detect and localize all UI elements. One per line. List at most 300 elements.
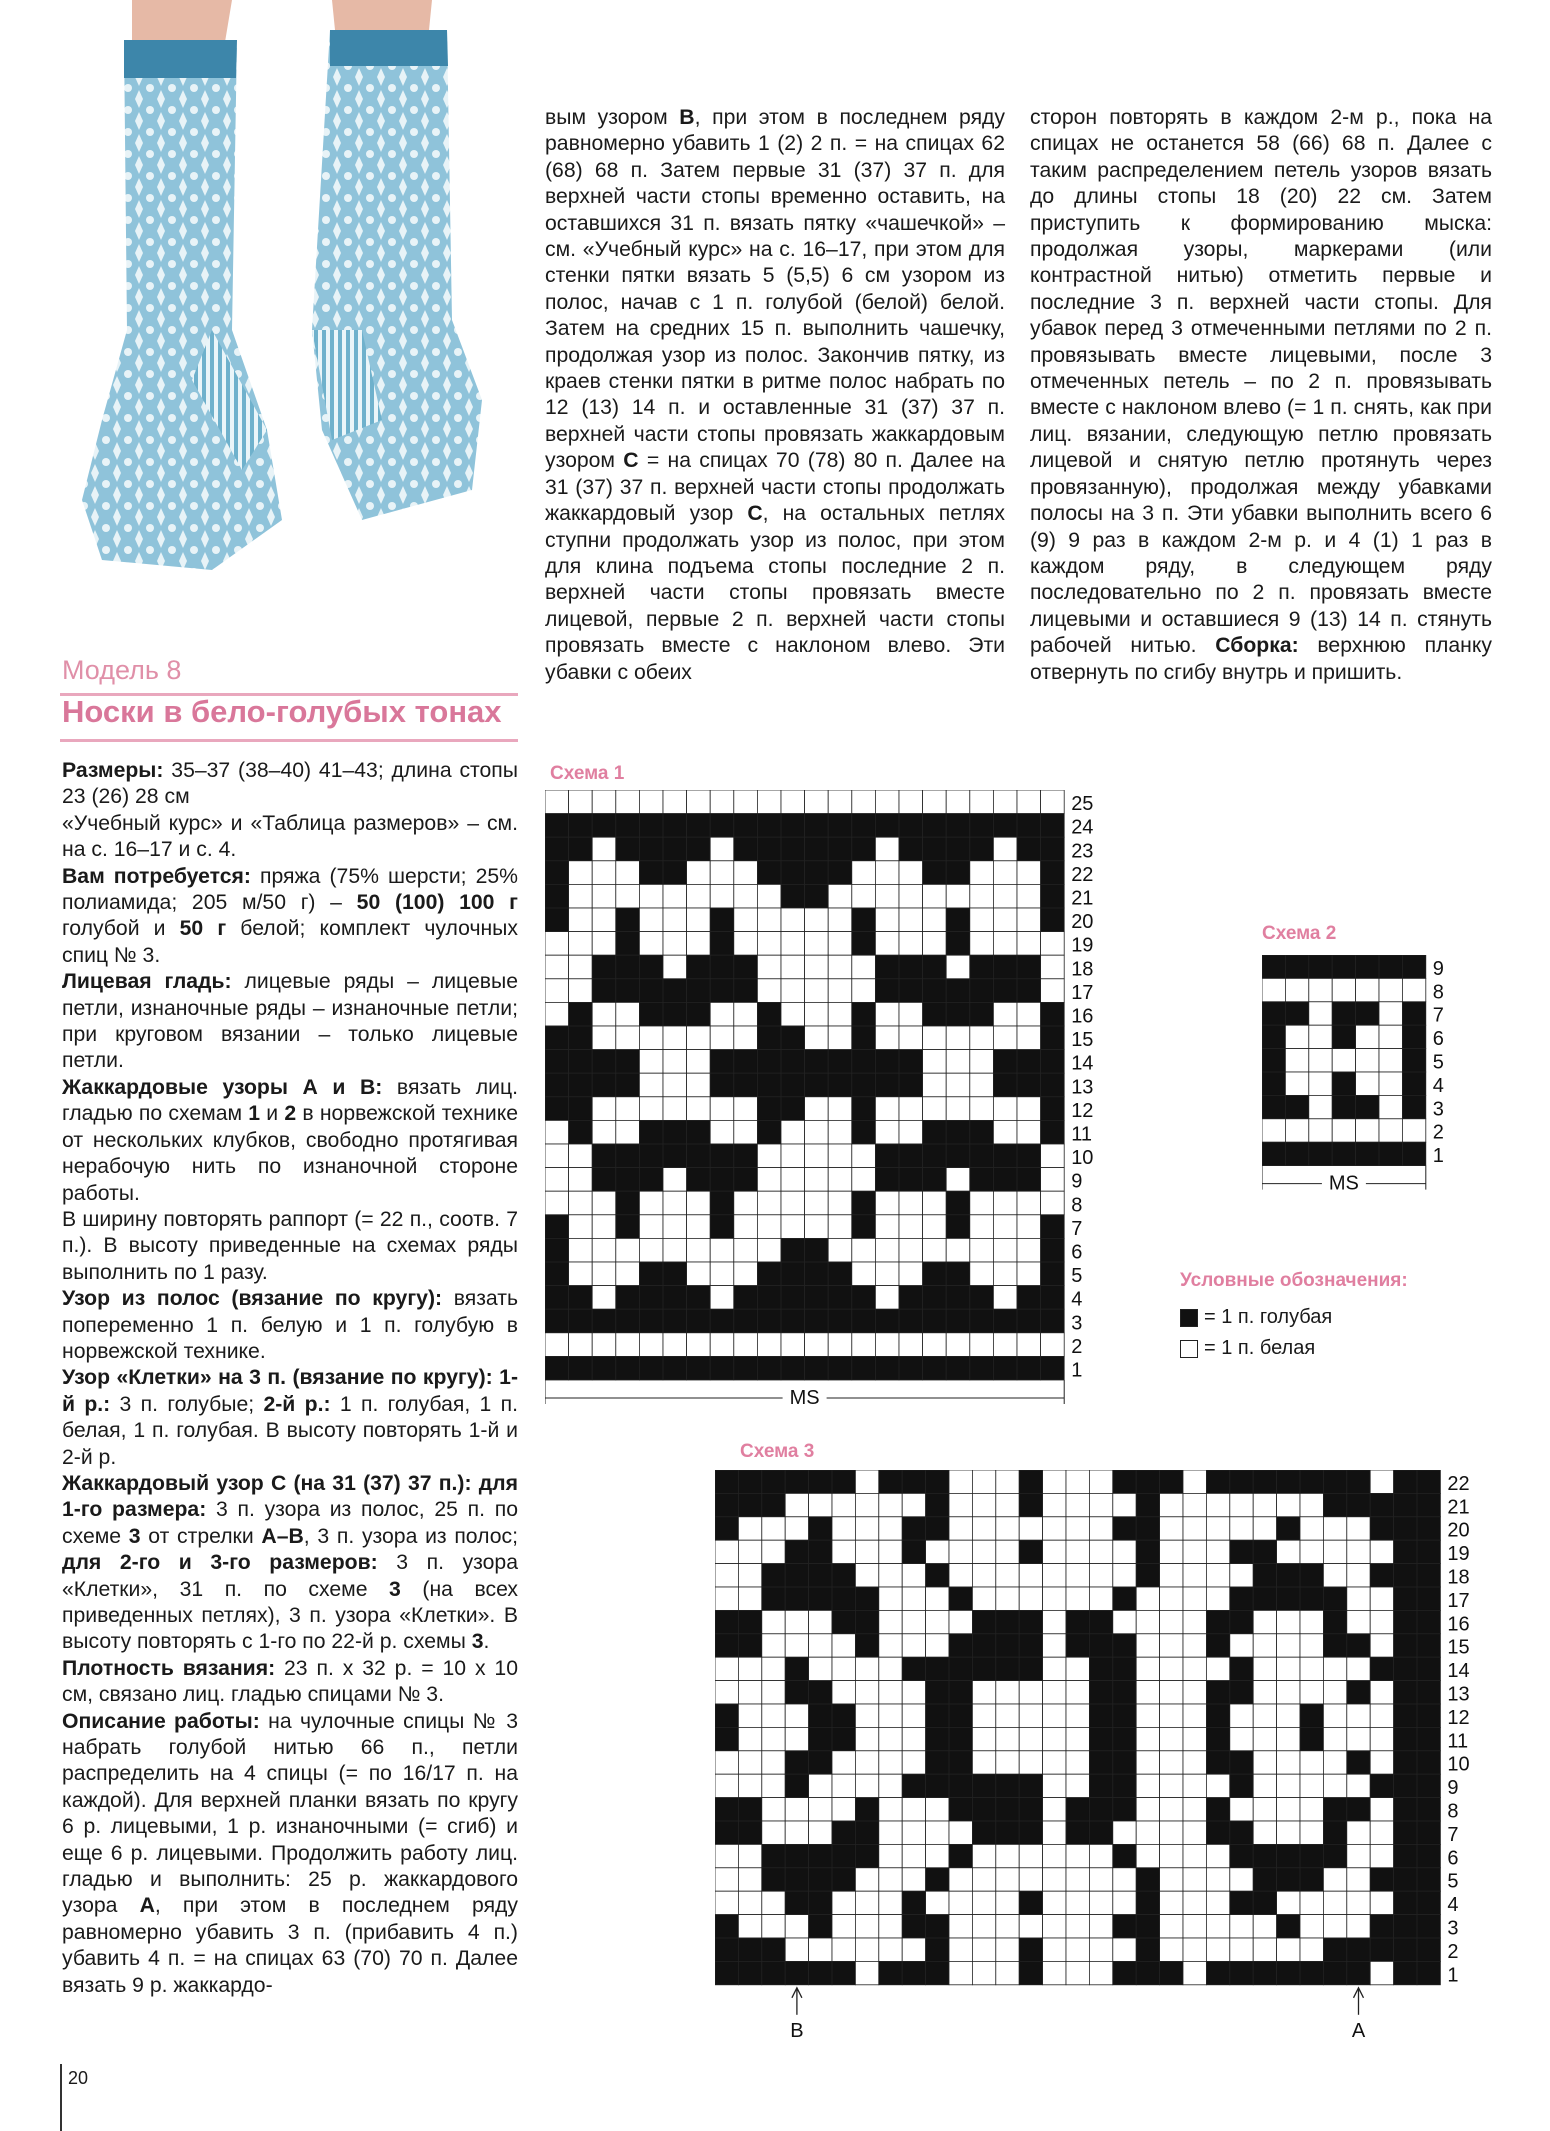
chart-cell [1017,884,1041,908]
chart-cell [972,1470,995,1493]
chart-cell [996,1540,1019,1563]
chart-cell [1041,1002,1065,1026]
chart-cell [762,1704,785,1727]
chart-cell [899,884,923,908]
chart-cell [639,861,663,885]
chart-cell [1309,955,1332,978]
chart-cell [1300,1634,1323,1657]
chart-cell [757,1002,781,1026]
chart-cell [687,814,711,838]
chart-cell [592,837,616,861]
chart-cell [762,1681,785,1704]
chart-cell [1113,1657,1136,1680]
chart-cell [972,1891,995,1914]
row-number: 22 [1071,863,1094,886]
chart-cell [809,1751,832,1774]
chart-cell [1300,1681,1323,1704]
chart-cell [687,1262,711,1286]
chart-cell [1017,1097,1041,1121]
chart-cell [805,884,829,908]
chart-cell [1136,1774,1159,1797]
text-run: голубой и [62,917,180,941]
chart-cell [1230,1774,1253,1797]
chart-cell [879,1493,902,1516]
row-number: 8 [1432,981,1444,1004]
chart-cell [1323,1798,1346,1821]
chart-cell [715,1704,738,1727]
chart-cell [1136,1517,1159,1540]
chart-cell [639,814,663,838]
chart-cell [616,979,640,1003]
chart-cell [855,1774,878,1797]
paragraph [62,811,518,864]
chart-cell [687,979,711,1003]
chart-cell [993,908,1017,932]
chart-cell [926,1587,949,1610]
chart-cell [1041,1286,1065,1310]
chart-cell [1230,1564,1253,1587]
chart-cell [663,1144,687,1168]
chart-cell [781,861,805,885]
chart-cell [738,1470,761,1493]
chart-cell [569,955,593,979]
chart-cell [616,1286,640,1310]
chart-cell [1160,1751,1183,1774]
chart-cell [1183,1634,1206,1657]
chart-cell [1113,1891,1136,1914]
chart-cell [993,979,1017,1003]
chart-cell [828,837,852,861]
chart-cell [1113,1821,1136,1844]
chart-cell [1300,1891,1323,1914]
chart-cell [996,1657,1019,1680]
chart-cell [1394,1681,1417,1704]
chart-cell [1017,932,1041,956]
page-number: 20 [68,2068,89,2088]
chart-cell [970,1215,994,1239]
chart-cell [1113,1493,1136,1516]
chart-cell [972,1634,995,1657]
chart-cell [1017,1309,1041,1333]
chart-cell [781,884,805,908]
chart-cell [738,1891,761,1914]
chart-cell [993,1097,1017,1121]
chart-cell [1347,1517,1370,1540]
chart-cell [710,1050,734,1074]
chart-cell [785,1961,808,1984]
chart-cell [738,1681,761,1704]
bold-run: 3 [471,1630,484,1654]
chart-cell [828,1073,852,1097]
chart-cell [1017,1168,1041,1192]
row-number: 12 [1071,1099,1094,1122]
chart-cell [715,1961,738,1984]
chart-cell [855,1727,878,1750]
chart-cell [1183,1844,1206,1867]
chart-cell [592,1026,616,1050]
chart-cell [781,1097,805,1121]
chart-cell [1019,1493,1042,1516]
chart-cell [1230,1844,1253,1867]
bold-run: 2 [284,1102,297,1126]
chart-cell [805,1215,829,1239]
row-number: 3 [1071,1312,1083,1335]
chart-cell [1253,1681,1276,1704]
scheme3-chart [715,1470,1495,2060]
chart-cell [875,1262,899,1286]
page-number-rule [60,2064,62,2131]
chart-cell [1347,1915,1370,1938]
paragraph [62,864,518,970]
chart-cell [545,1144,569,1168]
chart-cell [1066,1774,1089,1797]
row-number: 17 [1447,1589,1470,1612]
chart-cell [545,884,569,908]
chart-cell [1019,1540,1042,1563]
chart-cell [545,932,569,956]
chart-cell [738,1564,761,1587]
chart-cell [1309,1119,1332,1142]
chart-cell [970,1026,994,1050]
chart-cell [1347,1704,1370,1727]
chart-cell [663,1120,687,1144]
chart-cell [734,932,758,956]
chart-cell [1394,1704,1417,1727]
chart-cell [1041,1026,1065,1050]
chart-cell [1160,1915,1183,1938]
chart-cell [1253,1610,1276,1633]
chart-cell [899,1238,923,1262]
chart-cell [1160,1470,1183,1493]
chart-cell [1347,1798,1370,1821]
chart-cell [1136,1704,1159,1727]
chart-cell [687,1050,711,1074]
chart-cell [710,1286,734,1310]
chart-cell [996,1564,1019,1587]
paragraph [62,1656,518,1709]
chart-cell [832,1610,855,1633]
chart-cell [715,1798,738,1821]
chart-cell [899,1073,923,1097]
chart-cell [1332,1119,1355,1142]
chart-cell [993,1120,1017,1144]
chart-cell [1041,1050,1065,1074]
chart-cell [710,884,734,908]
chart-cell [993,1073,1017,1097]
chart-cell [1019,1938,1042,1961]
chart-cell [923,1286,947,1310]
chart-cell [1417,1798,1440,1821]
chart-cell [592,1191,616,1215]
row-number: 4 [1071,1288,1083,1311]
chart-cell [1417,1470,1440,1493]
chart-cell [1019,1704,1042,1727]
row-number: 13 [1447,1683,1470,1706]
chart-cell [1394,1938,1417,1961]
chart-cell [1089,1681,1112,1704]
chart-cell [902,1704,925,1727]
chart-cell [1356,955,1379,978]
chart-cell [1230,1681,1253,1704]
chart-cell [949,1774,972,1797]
chart-cell [1066,1493,1089,1516]
row-number: 9 [1432,957,1444,980]
chart-cell [1183,1821,1206,1844]
chart-cell [809,1798,832,1821]
row-number: 14 [1071,1052,1094,1075]
chart-cell [1017,814,1041,838]
chart-cell [1160,1774,1183,1797]
chart-cell [1066,1844,1089,1867]
chart-cell [757,1144,781,1168]
chart-cell [996,1774,1019,1797]
chart-cell [1089,1634,1112,1657]
chart-cell [1417,1727,1440,1750]
chart-cell [1183,1798,1206,1821]
chart-cell [1262,1095,1285,1118]
chart-cell [1417,1493,1440,1516]
chart-cell [1136,1681,1159,1704]
chart-cell [1113,1540,1136,1563]
chart-cell [734,1002,758,1026]
chart-cell [879,1915,902,1938]
text-run: 23 п. х 32 р. = 10 х 10 см, связано лиц. гладью спицами № 3. [62,1656,518,1707]
chart-cell [785,1681,808,1704]
row-number: 5 [1432,1051,1444,1074]
chart-cell [1019,1868,1042,1891]
chart-cell [616,837,640,861]
chart-cell [1379,978,1402,1001]
chart-cell [738,1540,761,1563]
chart-cell [715,1540,738,1563]
chart-cell [738,1868,761,1891]
chart-cell [592,1215,616,1239]
chart-cell [1253,1798,1276,1821]
chart-cell [762,1798,785,1821]
chart-cell [970,1333,994,1357]
chart-cell [805,1120,829,1144]
chart-cell [832,1704,855,1727]
chart-cell [738,1657,761,1680]
chart-cell [663,908,687,932]
chart-cell [616,1309,640,1333]
chart-cell [1041,1238,1065,1262]
chart-cell [734,1168,758,1192]
chart-cell [569,1356,593,1380]
chart-cell [855,1915,878,1938]
chart-cell [762,1634,785,1657]
chart-cell [1332,1072,1355,1095]
chart-cell [1043,1915,1066,1938]
chart-cell [1043,1657,1066,1680]
chart-cell [899,1097,923,1121]
chart-cell [1402,1142,1425,1165]
chart-cell [949,1868,972,1891]
chart-cell [687,1356,711,1380]
chart-cell [1300,1564,1323,1587]
paragraph [62,758,518,811]
chart-cell [993,1002,1017,1026]
paragraph [62,1286,518,1365]
chart-cell [715,1821,738,1844]
chart-cell [663,979,687,1003]
chart-cell [996,1821,1019,1844]
chart-cell [902,1634,925,1657]
chart-cell [1066,1727,1089,1750]
text-run: белой; комплект чулочных спиц № 3. [62,917,518,967]
text-run: на чулочные спицы № 3 набрать голубой нитью 66 п., петли распределить на 4 спицы (= по 16/17 п. на каждой). Для верхней планки вязать по кругу 6 р. лицевыми, 1 р. изнаночными (= сгиб) и еще 6 р. лицевыми. Продолжить работу лиц. гладью и выполнить: 25 р. жаккардового узора [62,1709,518,1918]
chart-cell [1417,1891,1440,1914]
chart-cell [592,1356,616,1380]
chart-cell [1136,1470,1159,1493]
chart-cell [832,1657,855,1680]
chart-cell [569,790,593,814]
chart-cell [785,1657,808,1680]
chart-cell [715,1844,738,1867]
chart-cell [805,1144,829,1168]
chart-cell [663,955,687,979]
row-number: 3 [1447,1917,1459,1940]
chart-cell [781,1356,805,1380]
chart-cell [1136,1915,1159,1938]
chart-cell [663,1215,687,1239]
chart-cell [715,1891,738,1914]
chart-cell [899,1215,923,1239]
chart-cell [1370,1587,1393,1610]
chart-cell [663,1333,687,1357]
chart-cell [715,1493,738,1516]
chart-cell [663,814,687,838]
chart-cell [734,1238,758,1262]
chart-cell [592,1144,616,1168]
chart-cell [1183,1751,1206,1774]
chart-cell [996,1961,1019,1984]
chart-cell [1347,1938,1370,1961]
chart-cell [616,1002,640,1026]
chart-cell [832,1634,855,1657]
chart-cell [1347,1470,1370,1493]
chart-cell [592,1050,616,1074]
chart-cell [1089,1798,1112,1821]
chart-cell [1356,1072,1379,1095]
chart-cell [1402,978,1425,1001]
chart-cell [946,1073,970,1097]
chart-cell [569,1309,593,1333]
chart-cell [949,1915,972,1938]
bold-run: Вам потребуется: [62,864,251,888]
chart-cell [1262,1119,1285,1142]
chart-cell [757,1097,781,1121]
chart-cell [1277,1774,1300,1797]
chart-cell [1347,1540,1370,1563]
chart-cell [1183,1470,1206,1493]
chart-cell [663,1168,687,1192]
chart-cell [762,1470,785,1493]
chart-cell [715,1774,738,1797]
chart-cell [687,955,711,979]
chart-cell [805,1191,829,1215]
chart-cell [899,1356,923,1380]
chart-cell [1253,1821,1276,1844]
chart-cell [1066,1657,1089,1680]
chart-cell [946,932,970,956]
chart-cell [875,1333,899,1357]
chart-cell [1183,1540,1206,1563]
chart-cell [926,1938,949,1961]
chart-cell [1300,1657,1323,1680]
chart-cell [1285,1095,1308,1118]
chart-cell [1113,1915,1136,1938]
chart-cell [1332,978,1355,1001]
chart-cell [1300,1938,1323,1961]
chart-cell [828,1356,852,1380]
chart-cell [1089,1564,1112,1587]
chart-cell [1230,1961,1253,1984]
chart-cell [1206,1493,1229,1516]
text-run: вязать попеременно 1 п. белую и 1 п. голубую в норвежской технике. [62,1287,518,1363]
chart-cell [569,1144,593,1168]
chart-cell [828,1309,852,1333]
chart-cell [970,1309,994,1333]
chart-cell [1356,1002,1379,1025]
chart-cell [687,1286,711,1310]
chart-cell [1160,1868,1183,1891]
bold-run: Жаккардовые узоры А и В: [62,1075,383,1099]
chart-cell [781,1309,805,1333]
chart-cell [781,1262,805,1286]
text-run: вязать лиц. гладью по схемам [62,1075,518,1126]
chart-cell [1017,1144,1041,1168]
chart-cell [1370,1610,1393,1633]
chart-cell [1136,1798,1159,1821]
chart-cell [926,1798,949,1821]
chart-cell [738,1587,761,1610]
chart-cell [1089,1821,1112,1844]
chart-cell [592,861,616,885]
chart-cell [1113,1634,1136,1657]
chart-cell [809,1891,832,1914]
chart-cell [875,837,899,861]
chart-cell [970,908,994,932]
chart-cell [852,837,876,861]
chart-cell [569,837,593,861]
chart-cell [972,1774,995,1797]
chart-cell [1394,1821,1417,1844]
chart-cell [545,790,569,814]
row-number: 21 [1071,887,1094,910]
bold-run: Жаккардовый узор С (на 31 (37) 37 п.): для 1-го размера: [62,1471,518,1522]
chart-cell [1323,1564,1346,1587]
chart-cell [1356,1049,1379,1072]
chart-cell [616,814,640,838]
paragraph [1030,105,1492,686]
chart-cell [1309,978,1332,1001]
chart-cell [715,1564,738,1587]
chart-cell [785,1844,808,1867]
chart-cell [1206,1587,1229,1610]
row-number: 10 [1071,1147,1094,1170]
chart-cell [855,1517,878,1540]
row-number: 8 [1071,1194,1083,1217]
chart-cell [1417,1844,1440,1867]
row-number: 11 [1071,1123,1092,1146]
chart-cell [875,1144,899,1168]
chart-cell [852,1286,876,1310]
chart-cell [592,908,616,932]
chart-cell [970,884,994,908]
row-number: 2 [1447,1940,1459,1963]
row-number: 6 [1432,1028,1444,1051]
